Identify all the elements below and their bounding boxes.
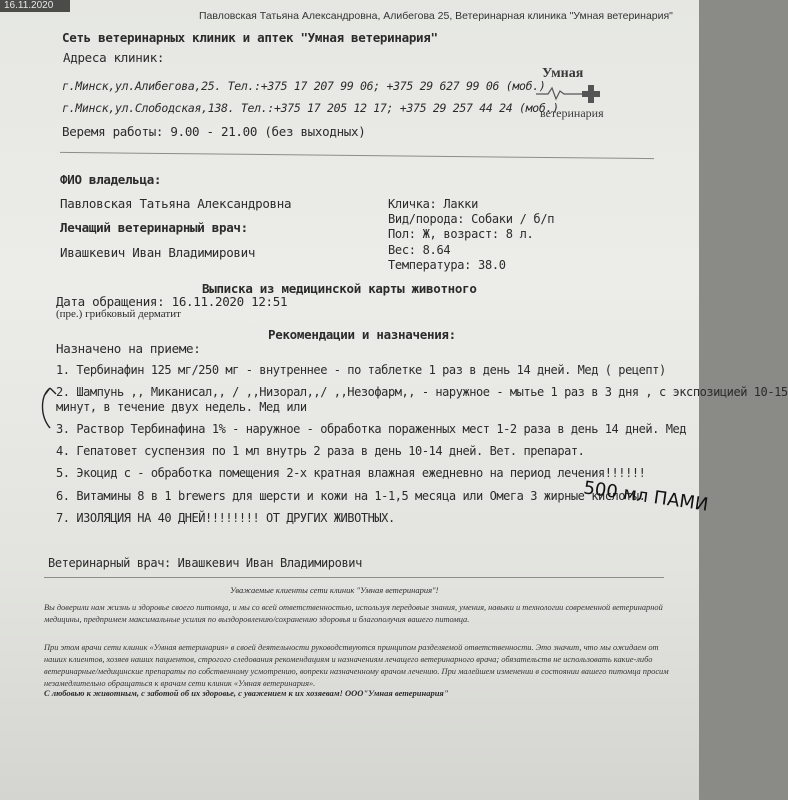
clinic-network-title: Сеть ветеринарных клиник и аптек "Умная ветеринария" (62, 30, 438, 45)
logo-subtitle: ветеринария (540, 106, 604, 120)
owner-label: ФИО владельца: (60, 172, 162, 187)
handwritten-note: 500 мл ПАМИ (582, 477, 710, 516)
header-divider (60, 152, 654, 159)
pet-temperature: Температура: 38.0 (388, 258, 506, 272)
doctor-name: Ивашкевич Иван Владимирович (60, 245, 256, 260)
prescription-item-6: 6. Витамины 8 в 1 brewers для шерсти и кожи на 1-1,5 месяца или Омега 3 жирные кислоты. (56, 489, 646, 503)
clinic-logo (534, 66, 624, 126)
clinic-address-2: г.Минск,ул.Слободская,138. Тел.:+375 17 205 12 17; +375 29 257 44 24 (моб.) (62, 101, 559, 115)
header-top-line: Павловская Татьяна Александровна, Алибегова 25, Ветеринарная клиника "Умная ветеринария" (199, 10, 673, 22)
footer-closing: С любовью к животным, с заботой об их здоровье, с уважением к их хозяевам! ООО"Умная ветеринария" (44, 688, 449, 698)
logo-heartbeat-icon (534, 82, 614, 104)
signature-divider (44, 577, 664, 578)
prescription-item-4: 4. Гепатовет суспензия по 1 мл внутрь 2 раза в день 10-14 дней. Вет. препарат. (56, 444, 585, 458)
header-date: 16.11.2020 (4, 0, 54, 11)
footer-greeting: Уважаемые клиенты сети клиник "Умная ветеринария"! (230, 585, 439, 595)
handwritten-bracket-mark (34, 384, 64, 434)
footer-paragraph-1: Вы доверили нам жизнь и здоровье своего питомца, и мы со всей ответственностью, используя передовые знания, умения, навыки и технологии современной ветеринарной медицины, предпримем максимальные усилия по выздоровлению/сохранению здоровья и благополучия вашего питомца. (44, 603, 663, 624)
addresses-label: Адреса клиник: (63, 50, 165, 65)
prescription-item-2: 2. Шампунь ,, Миканисал,, / ,,Низорал,,/ ,,Незофарм,, - наружное - мытье 1 раз в 3 дня , с экспозицией 10-15 (56, 385, 788, 399)
logo-title: Умная (542, 66, 584, 81)
pet-weight: Вес: 8.64 (388, 243, 451, 257)
record-title: Выписка из медицинской карты животного (202, 281, 477, 296)
prescription-item-2-continued: минут, в течение двух недель. Мед или (56, 400, 307, 414)
working-hours: Веремя работы: 9.00 - 21.00 (без выходных) (62, 124, 366, 139)
footer-paragraph-2: При этом врачи сети клиник «Умная ветеринария» в своей деятельности руководствуются принципом разделяемой ответственности. Это значит, что мы ожидаем от наших клиентов, хозяев наших пациентов, строгого следования рекомендациям и назначениям лечащего ветеринарного врача; обязательств не использовать какие-либо ветеринарные/медицинские препараты по собственному усмотрению, вопреки назначенному врачом лечению. При малейшем изменении в состоянии вашего питомца просим незамедлительно обращаться к врачам сети клиник «Умная ветеринария». (44, 643, 669, 688)
diagnosis: (пре.) грибковый дерматит (56, 308, 181, 320)
prescription-item-7: 7. ИЗОЛЯЦИЯ НА 40 ДНЕЙ!!!!!!!! ОТ ДРУГИХ ЖИВОТНЫХ. (56, 511, 395, 525)
visit-date: Дата обращения: 16.11.2020 12:51 (56, 294, 288, 309)
pet-sex-age: Пол: Ж, возраст: 8 л. (388, 227, 534, 241)
pet-nickname: Кличка: Лакки (388, 197, 479, 211)
prescribed-label: Назначено на приеме: (56, 341, 201, 356)
prescription-item-5: 5. Экоцид с - обработка помещения 2-х кратная влажная ежедневно на период лечения!!!!!! (56, 466, 646, 480)
pet-species: Вид/порода: Собаки / б/п (388, 212, 555, 226)
prescription-item-3: 3. Раствор Тербинафина 1% - наружное - обработка пораженных мест 1-2 раза в день 14 дней. Мед (56, 422, 687, 436)
signature-line: Ветеринарный врач: Ивашкевич Иван Владимирович (48, 556, 362, 570)
clinic-address-1: г.Минск,ул.Алибегова,25. Тел.:+375 17 207 99 06; +375 29 627 99 06 (моб.) (62, 79, 546, 93)
recommendations-title: Рекомендации и назначения: (268, 327, 456, 342)
doctor-label: Лечащий ветеринарный врач: (60, 220, 248, 235)
owner-name: Павловская Татьяна Александровна (60, 196, 292, 211)
prescription-item-1: 1. Тербинафин 125 мг/250 мг - внутреннее - по таблетке 1 раз в день 14 дней. Мед ( рецепт) (56, 363, 666, 377)
